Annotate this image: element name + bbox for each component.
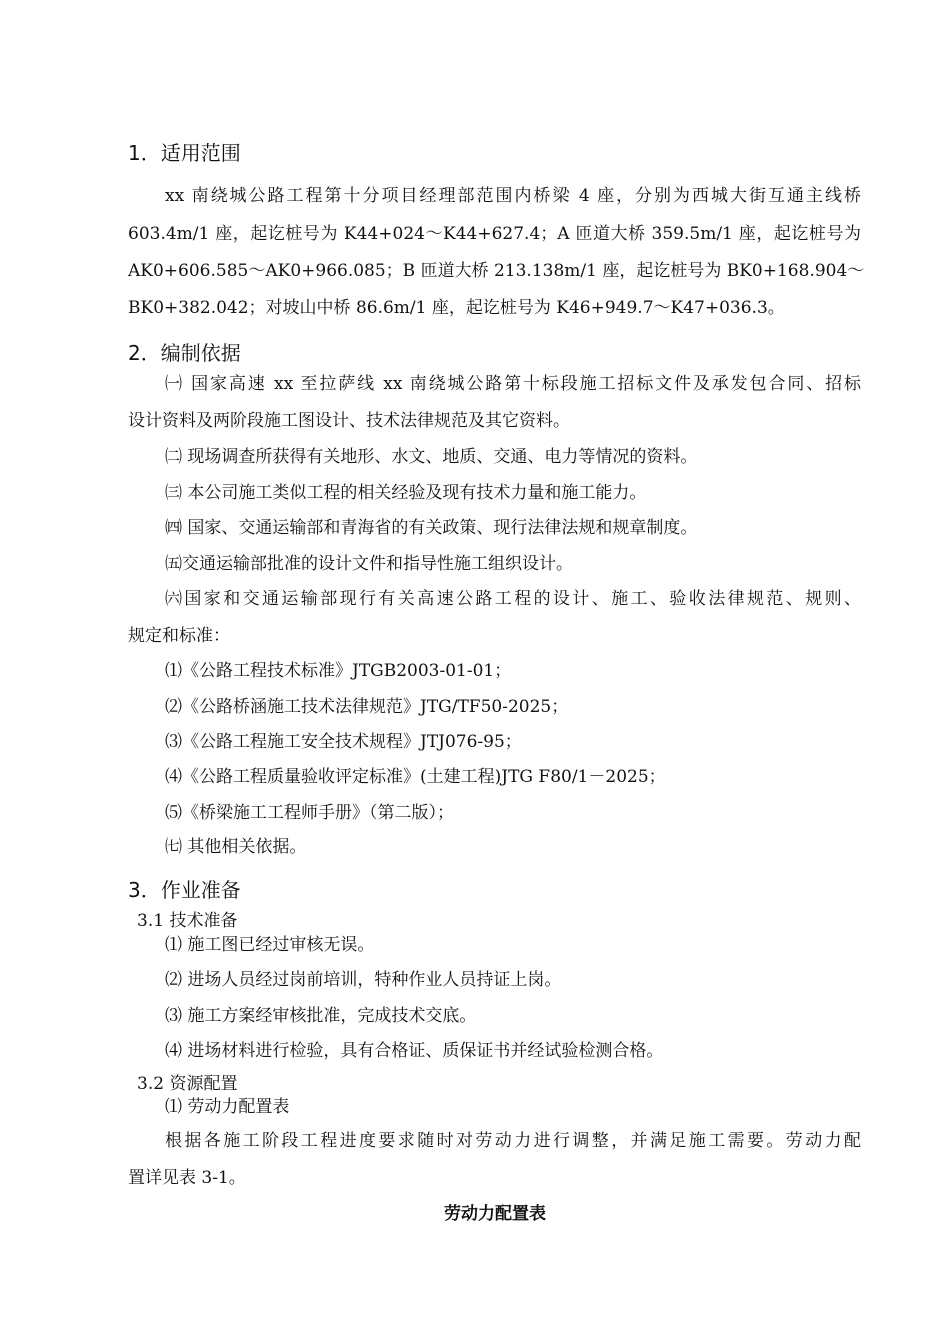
section-1-line-2: 603.4m/1 座，起讫桩号为 K44+024～K44+627.4；A 匝道大桥 359.5m/1 座，起讫桩号为 (128, 224, 861, 244)
basis-item-1-line-1: ㈠ 国家高速 xx 至拉萨线 xx 南绕城公路第十标段施工招标文件及承发包合同、招标 (165, 374, 861, 394)
resource-paragraph-line-2: 置详见表 3-1。 (128, 1168, 246, 1188)
standard-item-2: ⑵《公路桥涵施工技术法律规范》JTG/TF50-2025； (165, 697, 569, 717)
basis-item-4: ㈣ 国家、交通运输部和青海省的有关政策、现行法律法规和规章制度。 (165, 518, 698, 538)
basis-item-6-line-2: 规定和标准： (128, 626, 230, 646)
labor-table-title: 劳动力配置表 (444, 1204, 546, 1224)
basis-item-3: ㈢ 本公司施工类似工程的相关经验及现有技术力量和施工能力。 (165, 483, 647, 503)
standard-item-1: ⑴《公路工程技术标准》JTGB2003-01-01； (165, 661, 512, 681)
tech-prep-item-4: ⑷ 进场材料进行检验，具有合格证、质保证书并经试验检测合格。 (165, 1041, 664, 1061)
section-1-heading: 1．适用范围 (128, 141, 241, 165)
standard-item-3: ⑶《公路工程施工安全技术规程》JTJ076-95； (165, 732, 522, 752)
section-1-line-3: AK0+606.585～AK0+966.085；B 匝道大桥 213.138m/1 座，起讫桩号为 BK0+168.904～ (128, 261, 865, 281)
basis-item-6-line-1: ㈥国家和交通运输部现行有关高速公路工程的设计、施工、验收法律规范、规则、 (165, 589, 861, 609)
standard-item-4: ⑷《公路工程质量验收评定标准》(土建工程)JTG F80/1－2025； (165, 767, 666, 787)
resource-paragraph-line-1: 根据各施工阶段工程进度要求随时对劳动力进行调整，并满足施工需要。劳动力配 (165, 1131, 861, 1151)
tech-prep-item-3: ⑶ 施工方案经审核批准，完成技术交底。 (165, 1006, 477, 1026)
tech-prep-item-1: ⑴ 施工图已经过审核无误。 (165, 935, 375, 955)
standard-item-5: ⑸《桥梁施工工程师手册》（第二版）； (165, 803, 454, 823)
subsection-3-1-title: 3.1 技术准备 (137, 911, 238, 931)
section-2-heading: 2．编制依据 (128, 341, 241, 365)
tech-prep-item-2: ⑵ 进场人员经过岗前培训，特种作业人员持证上岗。 (165, 970, 562, 990)
section-1-line-4: BK0+382.042；对坡山中桥 86.6m/1 座，起讫桩号为 K46+949.7～K47+036.3。 (128, 298, 785, 318)
subsection-3-2-title: 3.2 资源配置 (137, 1074, 238, 1094)
basis-item-1-line-2: 设计资料及两阶段施工图设计、技术法律规范及其它资料。 (128, 411, 570, 431)
resource-item-1: ⑴ 劳动力配置表 (165, 1097, 290, 1117)
basis-item-2: ㈡ 现场调查所获得有关地形、水文、地质、交通、电力等情况的资料。 (165, 447, 698, 467)
basis-item-7: ㈦ 其他相关依据。 (165, 837, 307, 857)
section-3-heading: 3．作业准备 (128, 878, 241, 902)
section-1-line-1: xx 南绕城公路工程第十分项目经理部范围内桥梁 4 座，分别为西城大街互通主线桥 (165, 186, 861, 206)
basis-item-5: ㈤交通运输部批准的设计文件和指导性施工组织设计。 (165, 554, 573, 574)
